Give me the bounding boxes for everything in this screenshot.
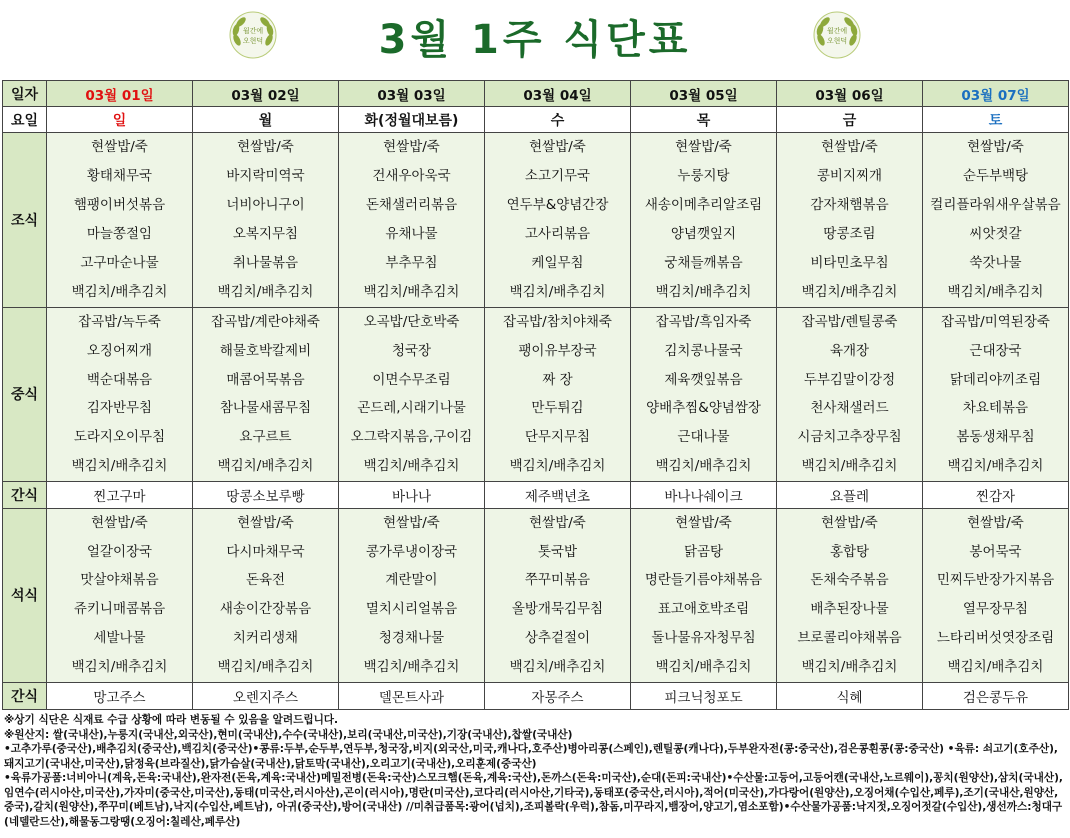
menu-item: 오징어찌개 [86,342,153,359]
menu-item: 백김치/배추김치 [509,658,606,675]
menu-item: 쭈꾸미볶음 [524,572,591,589]
menu-item: 잡곡밥/흑임자죽 [655,314,752,330]
menu-item: 치커리생채 [232,629,299,646]
snack1-row [3,481,1069,508]
menu-item: 올방개묵김무침 [511,601,604,618]
menu-item: 누룽지탕 [677,168,730,184]
page-title: 3월 1주 식단표 [378,17,692,63]
menu-item: 케일무침 [531,255,584,271]
menu-item: 해물호박칼제비 [219,342,312,359]
breakfast-label: 조식 [3,133,47,308]
dinner-label: 석식 [3,508,47,682]
menu-item: 참나물새콤무침 [219,400,312,417]
menu-item: 현쌀밥/죽 [91,514,148,531]
breakfast-cell [485,133,631,308]
snack-cell: 검은콩두유 [923,682,1069,709]
dow-cell: 목 [631,107,777,133]
breakfast-cell [339,133,485,308]
menu-item: 백김치/배추김치 [217,658,314,675]
menu-item: 비타민초무침 [810,255,889,271]
lunch-cell [631,308,777,482]
dow-cell: 수 [485,107,631,133]
menu-item: 팽이유부장국 [518,342,597,359]
menu-item: 백순대볶음 [86,371,153,388]
menu-item: 백김치/배추김치 [71,457,168,474]
menu-item: 오그락지볶음,구이김 [350,429,473,446]
menu-item: 표고애호박조림 [657,601,750,618]
menu-item: 새송이간장볶음 [219,601,312,618]
menu-item: 돌나물유자청무침 [651,629,756,646]
menu-item: 짜 장 [542,371,573,388]
menu-item: 콩비지찌개 [816,168,883,184]
menu-item: 제육깻잎볶음 [664,371,743,388]
note-line: •고추가루(중국산),배추김치(중국산),백김치(중국산)•콩류:두부,순두부,연두부,청국장,비지(외국산,미국,캐나다,호주산)병아리콩(스페인),렌틸콩(캐나다),두부완자전(콩:중국산),검은콩흰콩(콩:중국산) •육류: 쇠고기(호주산),돼지고기(국내산,미국산),닭정육(브라질산),닭가슴살(국내산),닭토막(국내산),오리고기(국내산),오리훈제(중국산) [4,743,1058,770]
dinner-cell [485,508,631,682]
note-line: ※상기 식단은 식재료 수급 상황에 따라 변동될 수 있음을 알려드립니다. [4,714,339,726]
dow-cell: 월 [193,107,339,133]
menu-item: 황태채무국 [86,168,153,184]
snack-cell: 찐고구마 [47,481,193,508]
menu-item: 두부김말이강정 [803,371,896,388]
menu-item: 열무장무침 [962,601,1029,618]
menu-item: 백김치/배추김치 [801,658,898,675]
menu-item: 새송이메추리알조림 [644,197,763,213]
menu-table-body [3,81,1069,710]
menu-item: 차요테볶음 [962,400,1029,417]
menu-item: 백김치/배추김치 [71,658,168,675]
menu-item: 민찌두반장가지볶음 [936,572,1055,589]
menu-item: 시금치고추장무침 [797,429,902,446]
breakfast-cell [47,133,193,308]
snack1-label: 간식 [3,481,47,508]
menu-item: 육개장 [829,342,870,359]
menu-item: 현쌀밥/죽 [529,514,586,531]
menu-item: 매콤어묵볶음 [226,371,305,388]
lunch-row [3,308,1069,482]
snack-cell: 오렌지주스 [193,682,339,709]
menu-item: 유채나물 [385,226,438,242]
lunch-cell [193,308,339,482]
svg-text:오현덕: 오현덕 [826,37,848,45]
snack-cell: 바나나 [339,481,485,508]
notes [4,713,1066,829]
lunch-cell [923,308,1069,482]
menu-item: 백김치/배추김치 [801,284,898,300]
lunch-cell [339,308,485,482]
dinner-cell [193,508,339,682]
dow-cell: 토 [923,107,1069,133]
menu-item: 잡곡밥/계란야채죽 [211,314,320,330]
snack-cell: 찐감자 [923,481,1069,508]
menu-item: 잡곡밥/미역된장죽 [941,314,1050,330]
dow-cell: 금 [777,107,923,133]
menu-item: 취나물볶음 [232,255,299,271]
date-row [3,81,1069,107]
snack-cell: 자몽주스 [485,682,631,709]
menu-item: 백김치/배추김치 [363,284,460,300]
lunch-cell [777,308,923,482]
date-cell: 03월 06일 [777,81,923,107]
breakfast-cell [923,133,1069,308]
menu-item: 봉어묵국 [969,543,1022,560]
menu-item: 백김치/배추김치 [363,658,460,675]
menu-item: 백김치/배추김치 [655,457,752,474]
menu-item: 백김치/배추김치 [71,284,168,300]
menu-item: 바지락미역국 [226,168,305,184]
date-cell: 03월 07일 [923,81,1069,107]
dinner-cell [777,508,923,682]
menu-item: 김치콩나물국 [664,342,743,359]
menu-item: 양념깻잎지 [670,226,737,242]
menu-item: 현쌀밥/죽 [821,139,878,155]
menu-item: 근대나물 [677,429,730,446]
note-line: ※원산지: 쌀(국내산),누룽지(국내산,외국산),현미(국내산),수수(국내산),보리(국내산,미국산),기장(국내산),찹쌀(국내산) [4,728,573,741]
menu-item: 백김치/배추김치 [217,284,314,300]
date-cell: 03월 05일 [631,81,777,107]
menu-item: 만두튀김 [531,400,584,417]
lunch-label: 중식 [3,308,47,482]
date-cell: 03월 02일 [193,81,339,107]
menu-item: 얼갈이장국 [86,543,153,560]
menu-item: 잡곡밥/렌틸콩죽 [801,314,898,330]
menu-item: 배추된장나물 [810,601,889,618]
breakfast-cell [193,133,339,308]
menu-item: 현쌀밥/죽 [821,514,878,531]
snack-cell: 식혜 [777,682,923,709]
menu-item: 잡곡밥/녹두죽 [78,314,161,330]
wreath-logo-icon [812,10,862,60]
breakfast-cell [631,133,777,308]
menu-table [2,80,1069,710]
menu-item: 궁채들깨볶음 [664,255,743,271]
menu-item: 건새우아욱국 [372,168,451,184]
menu-item: 현쌀밥/죽 [383,139,440,155]
lunch-cell [47,308,193,482]
menu-item: 현쌀밥/죽 [675,139,732,155]
menu-item: 돈육전 [245,572,286,589]
menu-item: 현쌀밥/죽 [529,139,586,155]
menu-item: 느타리버섯엿장조림 [936,629,1055,646]
note-line: •육류가공품:너비아니(계육,돈육:국내산),완자전(돈육,계육:국내산)메밀전병(돈육:국산)스모크햄(돈육,계육:국산),돈까스(돈육:미국산),순대(돈피:국내산)•수산물:고등어,고등어캔(국내산,노르웨이),꽁치(원양산),삼치(국내산),임연수(러시아산,미국산),가자미(중국산,미국산),동태(미국산,러시아산),곤이(러시아),명란(미국산),코다리(러시아산,기타국),동태포(중국산,러시아),적어(미국산),가다랑어(원양산),오징어채(수입산,페루),조기(국내산,원양산,중국),갈치(원양산),쭈꾸미(베트남),낙지(수입산,베트남), 아귀(중국산),방어(국내산) //미취급품목:광어(넙치),조피볼락(우럭),참돔,미꾸라지,뱀장어,양고기,염소포함)•수산물가공품:낙지젓,오징어젓갈(수입산),생선까스:청대구(네델란드산),해물동그랑땡(오징어:칠레산,페루산) [4,772,1063,828]
menu-item: 청경채나물 [378,629,445,646]
menu-item: 잡곡밥/참치야채죽 [503,314,612,330]
menu-item: 백김치/배추김치 [509,457,606,474]
menu-item: 백김치/배추김치 [947,658,1044,675]
menu-item: 닭데리야끼조림 [949,371,1042,388]
menu-item: 다시마채무국 [226,543,305,560]
menu-item: 고사리볶음 [524,226,591,242]
menu-item: 백김치/배추김치 [655,284,752,300]
menu-item: 현쌀밥/죽 [675,514,732,531]
menu-item: 맛살야채볶음 [80,572,159,589]
dow-cell: 일 [47,107,193,133]
dow-row [3,107,1069,133]
menu-item: 봄동생채무침 [956,429,1035,446]
dinner-cell [923,508,1069,682]
menu-item: 백김치/배추김치 [363,457,460,474]
menu-item: 양배추찜&양념쌈장 [646,400,761,417]
menu-item: 현쌀밥/죽 [91,139,148,155]
menu-item: 현쌀밥/죽 [967,514,1024,531]
menu-item: 백김치/배추김치 [801,457,898,474]
menu-item: 백김치/배추김치 [947,457,1044,474]
menu-item: 부추무침 [385,255,438,271]
menu-item: 콩가루냉이장국 [365,543,458,560]
date-cell: 03월 01일 [47,81,193,107]
menu-item: 근대장국 [969,342,1022,359]
snack-cell: 땅콩소보루빵 [193,481,339,508]
menu-item: 쥬키니매콤볶음 [73,601,166,618]
menu-item: 돈채숙주볶음 [810,572,889,589]
snack-cell: 제주백년초 [485,481,631,508]
menu-item: 백김치/배추김치 [947,284,1044,300]
svg-text:월간에: 월간에 [826,27,848,35]
menu-item: 햄팽이버섯볶음 [73,197,166,213]
menu-item: 닭곰탕 [683,543,724,560]
menu-item: 곤드레,시래기나물 [357,400,466,417]
dow-label: 요일 [3,107,47,133]
menu-item: 계란말이 [385,572,438,589]
menu-item: 쑥갓나물 [969,255,1022,271]
svg-text:월간에: 월간에 [242,27,264,35]
header [0,0,1070,80]
menu-item: 천사채샐러드 [810,400,889,417]
svg-text:오현덕: 오현덕 [242,37,264,45]
menu-item: 고구마순나물 [80,255,159,271]
snack-cell: 델몬트사과 [339,682,485,709]
menu-item: 홍합탕 [829,543,870,560]
menu-item: 현쌀밥/죽 [967,139,1024,155]
menu-item: 오복지무침 [232,226,299,242]
menu-item: 명란들기름야채볶음 [644,572,763,589]
menu-item: 소고기무국 [524,168,591,184]
lunch-cell [485,308,631,482]
menu-item: 상추겉절이 [524,629,591,646]
logo-right [812,10,862,60]
menu-item: 멸치시리얼볶음 [365,601,458,618]
menu-item: 요구르트 [239,429,292,446]
breakfast-cell [777,133,923,308]
date-cell: 03월 03일 [339,81,485,107]
breakfast-row [3,133,1069,308]
snack-cell: 바나나쉐이크 [631,481,777,508]
menu-item: 마늘쫑절임 [86,226,153,242]
menu-item: 단무지무침 [524,429,591,446]
menu-item: 씨앗젓갈 [969,226,1022,242]
menu-item: 돈채샐러리볶음 [365,197,458,213]
menu-item: 청국장 [391,342,432,359]
menu-item: 오곡밥/단호박죽 [363,314,460,330]
menu-item: 백김치/배추김치 [655,658,752,675]
menu-item: 세발나물 [93,629,146,646]
menu-item: 감자채햄볶음 [810,197,889,213]
dinner-cell [47,508,193,682]
menu-item: 연두부&양념간장 [506,197,609,213]
dinner-cell [339,508,485,682]
dow-cell: 화(정월대보름) [339,107,485,133]
menu-item: 김자반무침 [86,400,153,417]
menu-item: 이면수무조림 [372,371,451,388]
snack-cell: 피크닉청포도 [631,682,777,709]
menu-item: 도라지오이무침 [73,429,166,446]
menu-item: 현쌀밥/죽 [237,139,294,155]
menu-item: 현쌀밥/죽 [237,514,294,531]
menu-item: 백김치/배추김치 [509,284,606,300]
snack2-row [3,682,1069,709]
snack-cell: 요플레 [777,481,923,508]
menu-item: 현쌀밥/죽 [383,514,440,531]
date-cell: 03월 04일 [485,81,631,107]
menu-item: 톳국밥 [537,543,578,560]
snack2-label: 간식 [3,682,47,709]
menu-item: 컬리플라워새우살볶음 [930,197,1061,213]
dinner-row [3,508,1069,682]
snack-cell: 망고주스 [47,682,193,709]
dinner-cell [631,508,777,682]
menu-item: 브로콜리야채볶음 [797,629,902,646]
menu-item: 너비아니구이 [226,197,305,213]
menu-item: 백김치/배추김치 [217,457,314,474]
date-label: 일자 [3,81,47,107]
menu-item: 땅콩조림 [823,226,876,242]
menu-item: 순두부백탕 [962,168,1029,184]
